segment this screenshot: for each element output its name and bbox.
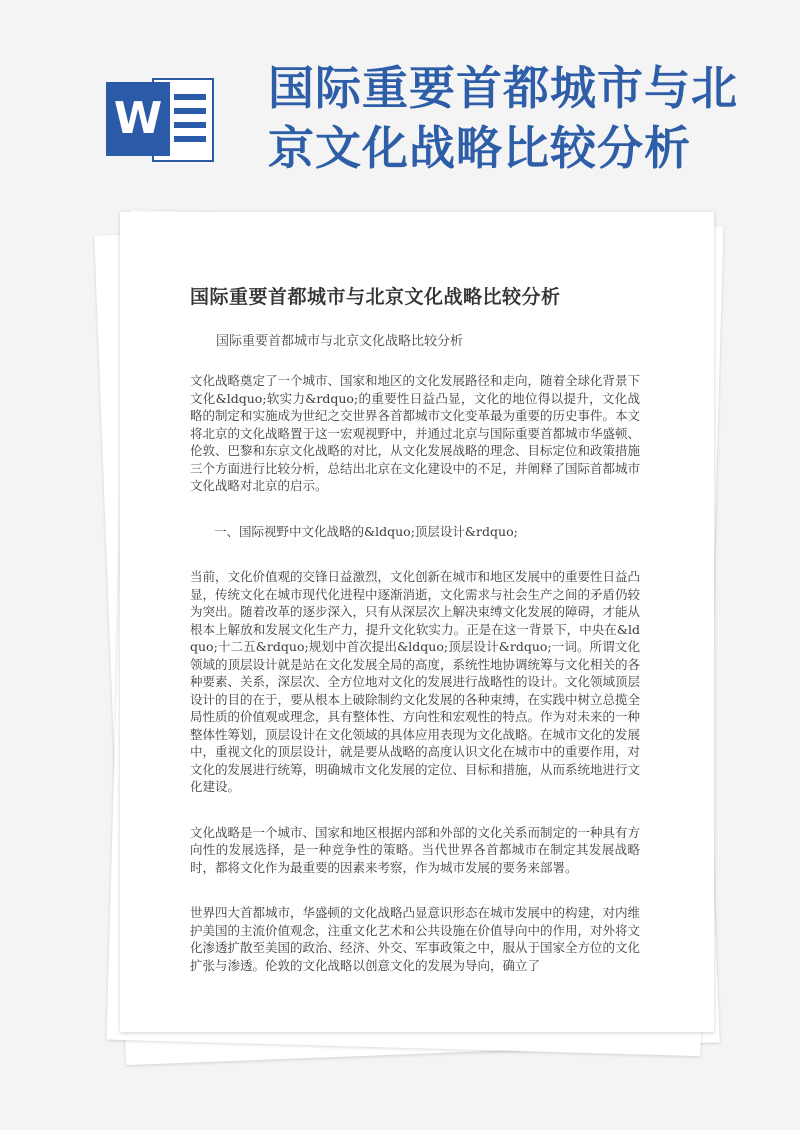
document-body <box>190 372 640 1002</box>
section-heading: 一、国际视野中文化战略的&ldquo;顶层设计&rdquo; <box>214 523 518 539</box>
document-subtitle: 国际重要首都城市与北京文化战略比较分析 <box>216 334 464 349</box>
paragraph-top-level-design: 当前，文化价值观的交锋日益激烈，文化创新在城市和地区发展中的重要性日益凸显，传统文化在城市现代化进程中逐渐消逝，文化需求与社会生产之间的矛盾仍较为突出。随着改革的逐步深入，只有从深层次上解决束缚文化发展的障碍，才能从根本上解放和发展文化生产力，提升文化软实力。正是在这一背景下，中央在&ldquo;十二五&rdquo;规划中首次提出&ldquo;顶层设计&rdquo;一词。所谓文化领域的顶层设计就是站在文化发展全局的高度，系统性地协调统筹与文化相关的各种要素、关系，深层次、全方位地对文化的发展进行战略性的设计。文化领域顶层设计的目的在于，要从根本上破除制约文化发展的各种束缚，在实践中树立总揽全局性质的价值观或理念，具有整体性、方向性和宏观性的特点。作为对未来的一种整体性筹划，顶层设计在文化领域的具体应用表现为文化战略。在城市文化的发展中，重视文化的顶层设计，就是要从战略的高度认识文化在城市中的重要作用，对文化的发展进行统筹，明确城市文化发展的定位、目标和措施，从而系统地进行文化建设。 <box>190 569 641 794</box>
paragraph-abstract: 文化战略奠定了一个城市、国家和地区的文化发展路径和走向，随着全球化背景下文化&ldquo;软实力&rdquo;的重要性日益凸显，文化的地位得以提升，文化战略的制定和实施成为世纪之交世界各首都城市文化变革最为重要的历史事件。本文将北京的文化战略置于这一宏观视野中，并通过北京与国际重要首都城市华盛顿、伦敦、巴黎和东京文化战略的对比，从文化发展战略的理念、目标定位和政策措施三个方面进行比较分析，总结出北京在文化建设中的不足，并阐释了国际首都城市文化战略对北京的启示。 <box>190 373 641 493</box>
word-document-logo <box>106 70 218 170</box>
banner-title: 国际重要首都城市与北京文化战略比较分析 <box>268 61 738 175</box>
paragraph-four-capitals: 世界四大首都城市，华盛顿的文化战略凸显意识形态在城市发展中的构建，对内维护美国的主流价值观念，注重文化艺术和公共设施在价值导向中的作用，对外将文化渗透扩散至美国的政治、经济、外交、军事政策之中，服从于国家全方位的文化扩张与渗透。伦敦的文化战略以创意文化的发展为导向，确立了 <box>190 905 641 973</box>
document-title: 国际重要首都城市与北京文化战略比较分析 <box>190 286 561 308</box>
paragraph-cultural-strategy: 文化战略是一个城市、国家和地区根据内部和外部的文化关系而制定的一种具有方向性的发展选择，是一种竞争性的策略。当代世界各首都城市在制定其发展战略时，都将文化作为最重要的因素来考察，作为城市发展的要务来部署。 <box>190 824 641 875</box>
word-w-icon: W <box>106 82 170 156</box>
document-page <box>120 212 714 1032</box>
